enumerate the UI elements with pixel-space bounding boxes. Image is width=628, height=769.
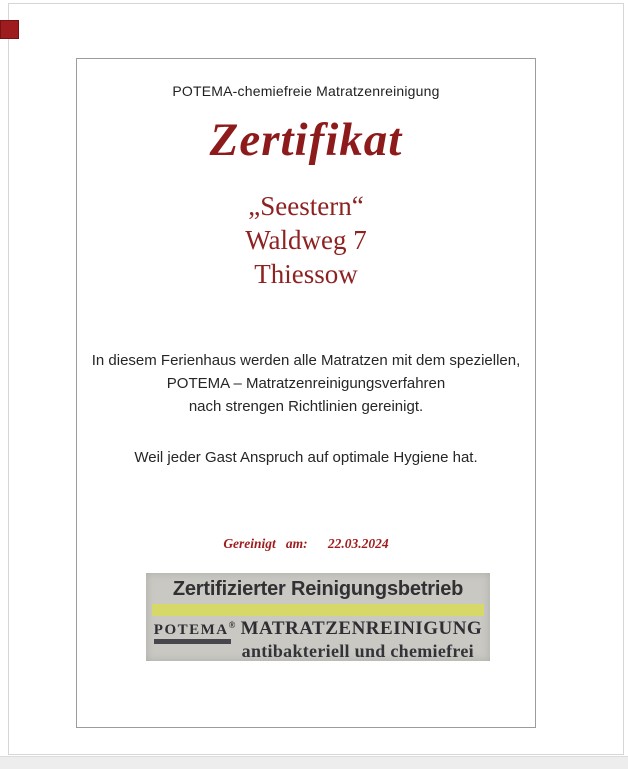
red-square-marker-icon xyxy=(0,20,19,39)
yellow-highlight-bar xyxy=(152,604,484,616)
body-line-1: In diesem Ferienhaus werden alle Matratzen mit dem speziellen, xyxy=(91,352,521,369)
certified-business-label: Zertifizierter Reinigungsbetrieb xyxy=(172,578,464,600)
certificate-title: Zertifikat xyxy=(209,114,403,166)
address-street: Waldweg 7 xyxy=(245,225,367,255)
registered-trademark-icon: ® xyxy=(228,620,236,630)
document-page xyxy=(8,3,624,755)
potema-underline xyxy=(154,639,232,644)
address-house-name: „Seestern“ xyxy=(248,191,364,221)
potema-brand-text: POTEMA xyxy=(153,622,229,638)
brand-suffix-text: MATRATZENREINIGUNG xyxy=(235,618,483,639)
hygiene-statement: Weil jeder Gast Anspruch auf optimale Hygiene hat. xyxy=(134,449,478,466)
address-city: Thiessow xyxy=(254,259,358,289)
certification-logo xyxy=(146,573,490,661)
potema-brand xyxy=(154,620,236,639)
page-bottom-margin xyxy=(0,756,628,769)
body-line-2: POTEMA – Matratzenreinigungsverfahren xyxy=(166,375,446,392)
address-block xyxy=(77,189,535,291)
body-paragraph xyxy=(77,349,535,418)
antibacterial-tagline: antibakteriell und chemiefrei xyxy=(241,641,474,661)
brand-line xyxy=(146,618,490,640)
body-line-3: nach strengen Richtlinien gereinigt. xyxy=(188,398,424,415)
certificate-box xyxy=(76,58,536,728)
cleaned-on-line: Gereinigt am: 22.03.2024 xyxy=(223,536,389,551)
certificate-header: POTEMA-chemiefreie Matratzenreinigung xyxy=(172,83,440,99)
